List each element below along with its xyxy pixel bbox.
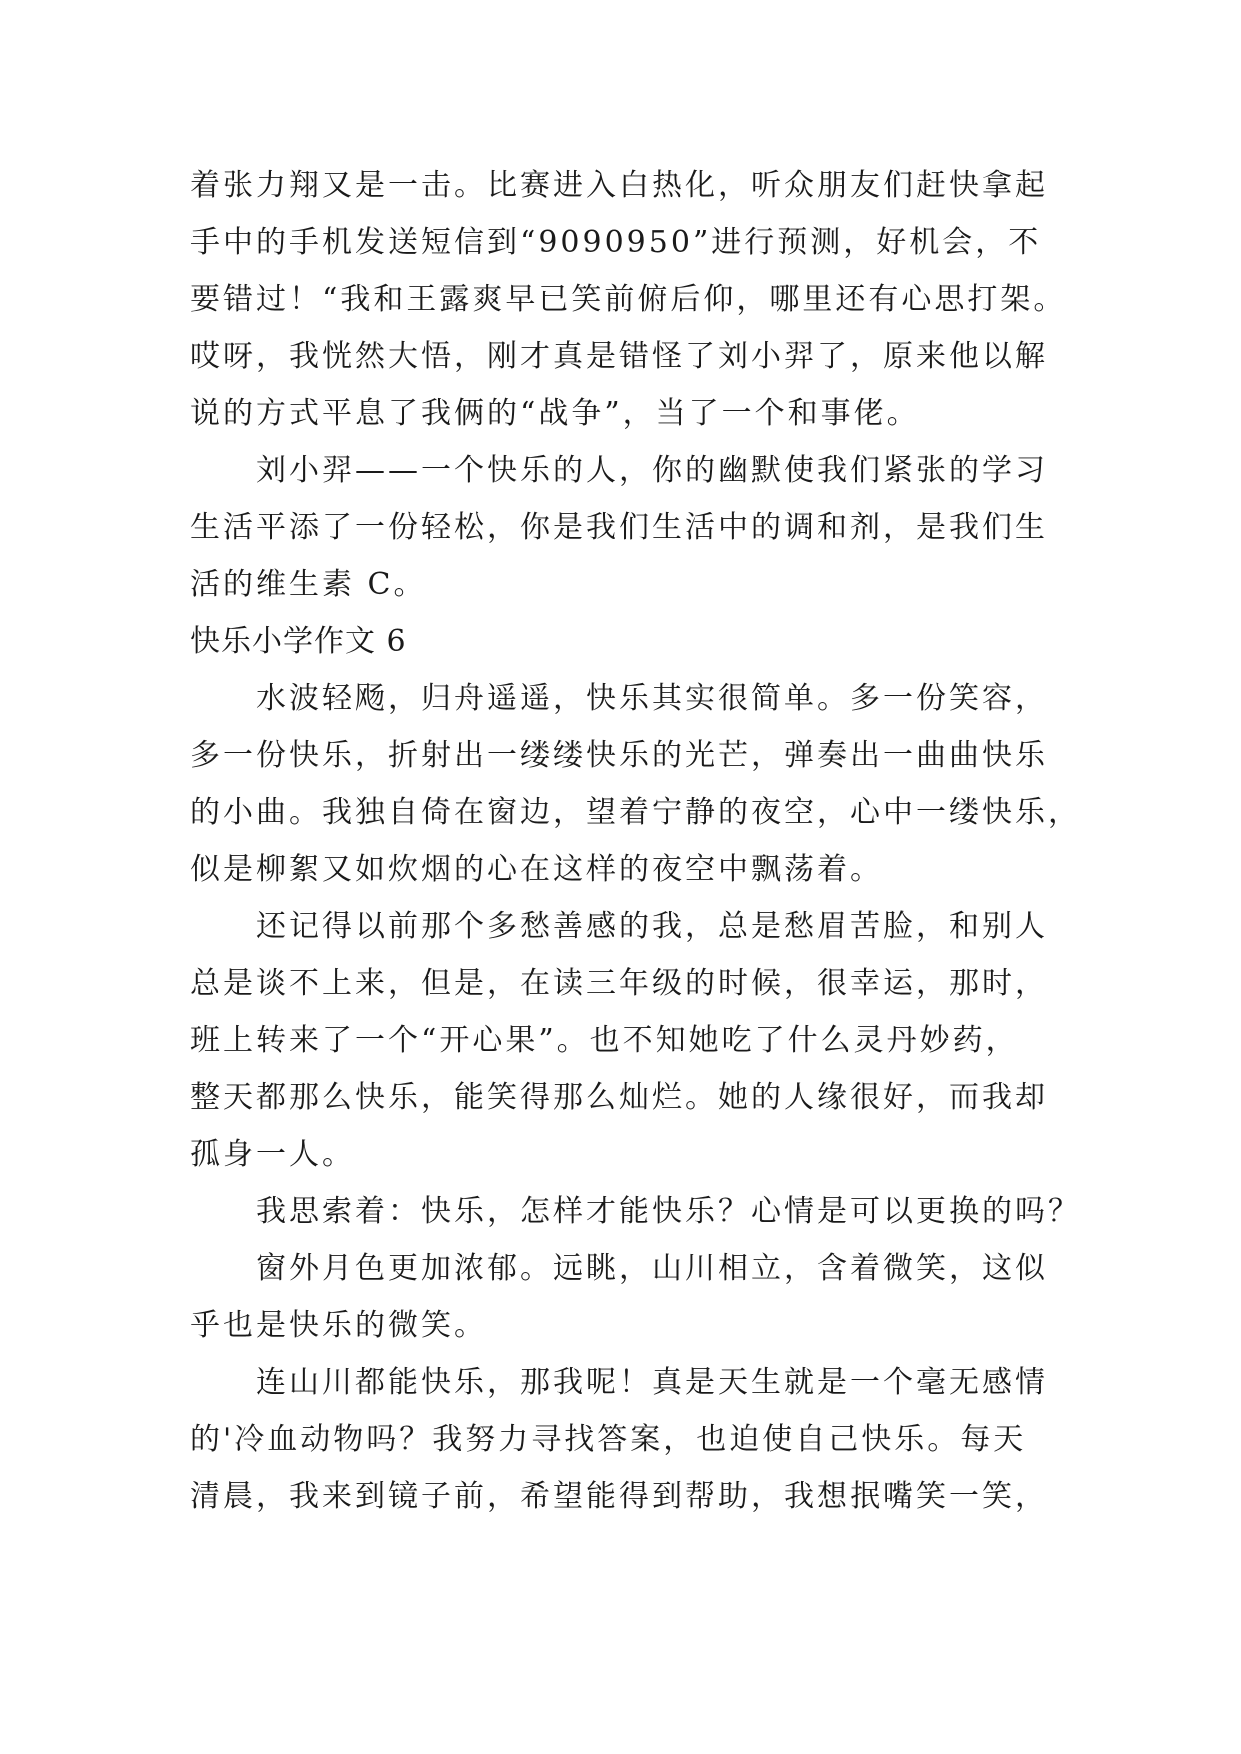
text-line: 乎也是快乐的微笑。 bbox=[190, 1308, 487, 1343]
paragraph-start: 刘小羿——一个快乐的人，你的幽默使我们紧张的学习 bbox=[256, 453, 1048, 488]
text-line: 生活平添了一份轻松，你是我们生活中的调和剂，是我们生 bbox=[190, 510, 1048, 545]
text-line: 活的维生素 C。 bbox=[190, 567, 427, 602]
text-line: 孤身一人。 bbox=[190, 1137, 355, 1172]
text-line: 的'冷血动物吗？我努力寻找答案，也迫使自己快乐。每天 bbox=[190, 1422, 1027, 1457]
paragraph-start: 我思索着：快乐，怎样才能快乐？心情是可以更换的吗？ bbox=[256, 1194, 1081, 1229]
text-line: 班上转来了一个“开心果”。也不知她吃了什么灵丹妙药， bbox=[190, 1023, 1019, 1058]
text-line: 说的方式平息了我俩的“战争”，当了一个和事佬。 bbox=[190, 396, 920, 431]
text-line: 的小曲。我独自倚在窗边，望着宁静的夜空，心中一缕快乐， bbox=[190, 795, 1081, 830]
text-line: 哎呀，我恍然大悟，刚才真是错怪了刘小羿了，原来他以解 bbox=[190, 339, 1048, 374]
text-line: 要错过！“我和王露爽早已笑前俯后仰，哪里还有心思打架。 bbox=[190, 282, 1067, 317]
text-line: 手中的手机发送短信到“9090950”进行预测，好机会，不 bbox=[190, 225, 1042, 260]
section-heading: 快乐小学作文 6 bbox=[190, 624, 407, 659]
paragraph-start: 还记得以前那个多愁善感的我，总是愁眉苦脸，和别人 bbox=[256, 909, 1048, 944]
text-line: 总是谈不上来，但是，在读三年级的时候，很幸运，那时， bbox=[190, 966, 1048, 1001]
text-line: 清晨，我来到镜子前，希望能得到帮助，我想抿嘴笑一笑， bbox=[190, 1479, 1048, 1514]
text-line: 多一份快乐，折射出一缕缕快乐的光芒，弹奏出一曲曲快乐 bbox=[190, 738, 1048, 773]
text-line: 似是柳絮又如炊烟的心在这样的夜空中飘荡着。 bbox=[190, 852, 883, 887]
text-line: 着张力翔又是一击。比赛进入白热化，听众朋友们赶快拿起 bbox=[190, 168, 1048, 203]
text-line: 整天都那么快乐，能笑得那么灿烂。她的人缘很好，而我却 bbox=[190, 1080, 1048, 1115]
paragraph-start: 窗外月色更加浓郁。远眺，山川相立，含着微笑，这似 bbox=[256, 1251, 1048, 1286]
paragraph-start: 连山川都能快乐，那我呢！真是天生就是一个毫无感情 bbox=[256, 1365, 1048, 1400]
paragraph-start: 水波轻飏，归舟遥遥，快乐其实很简单。多一份笑容， bbox=[256, 681, 1048, 716]
